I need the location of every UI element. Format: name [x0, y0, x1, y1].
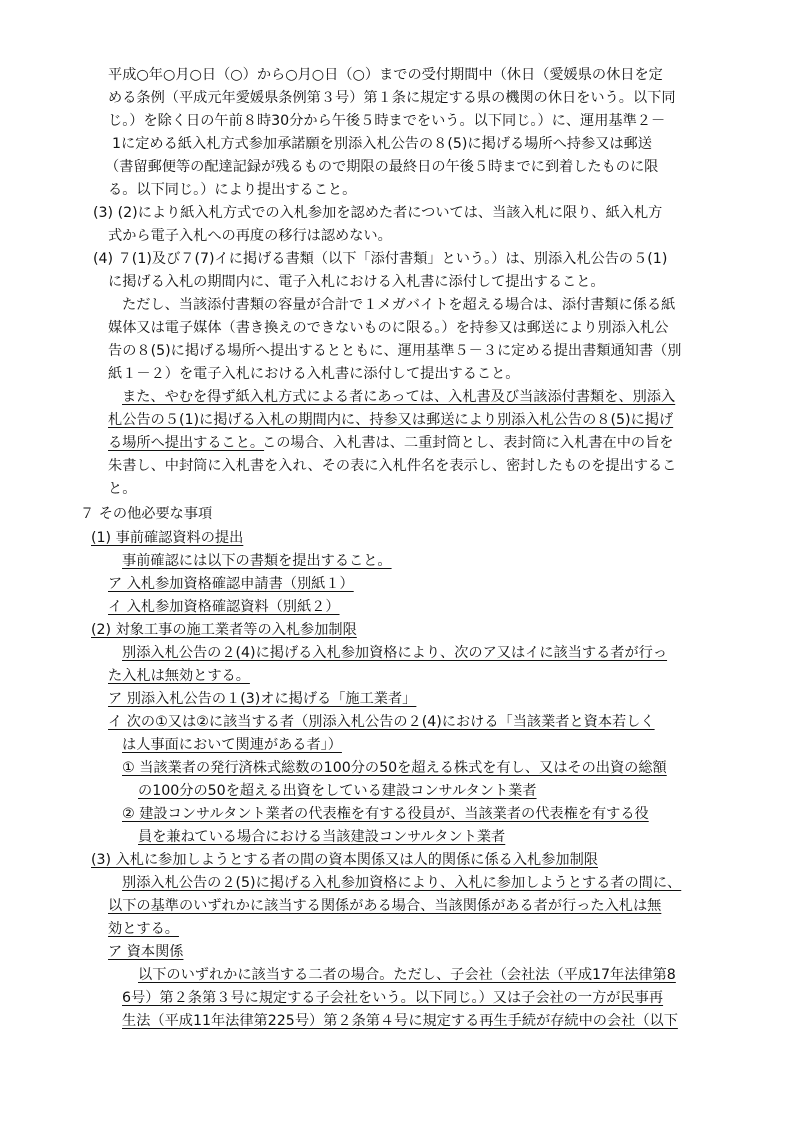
text-line: ① 当該業者の発行済株式総数の100分の50を超える株式を有し、又はその出資の総額 [122, 760, 667, 776]
text-line: 告の８(5)に掲げる場所へ提出するとともに、運用基準５－３に定める提出書類通知書（別 [108, 343, 682, 359]
text-line: ７ その他必要な事項 [80, 506, 213, 522]
text-line: 6号）第２条第３号に規定する子会社をいう。以下同じ。）又は子会社の一方が民事再 [122, 990, 664, 1006]
text-line: 生法（平成11年法律第225号）第２条第４号に規定する再生手続が存続中の会社（以下 [122, 1013, 678, 1029]
text-line: める条例（平成元年愛媛県条例第３号）第１条に規定する県の機関の休日をいう。以下同 [108, 90, 676, 106]
text-line: 媒体又は電子媒体（書き換えのできないものに限る。）を持参又は郵送により別添入札公 [108, 320, 669, 336]
text-line: 以下の基準のいずれかに該当する関係がある場合、当該関係がある者が行った入札は無 [108, 898, 662, 914]
text-line: (3) 入札に参加しようとする者の間の資本関係又は人的関係に係る入札参加制限 [91, 852, 598, 868]
text-line: じ。）を除く日の午前８時30分から午後５時までをいう。以下同じ。）に、運用基準２－ [108, 113, 666, 129]
text-line: イ 次の①又は②に該当する者（別添入札公告の２(4)における「当該業者と資本若しく [108, 714, 655, 730]
text-line: た入札は無効とする。 [108, 668, 250, 684]
text-line: 紙１－２）を電子入札における入札書に添付して提出すること。 [108, 366, 520, 382]
text-line: 以下のいずれかに該当する二者の場合。ただし、子会社（会社法（平成17年法律第8 [138, 967, 676, 983]
text-line: 平成○年○月○日（○）から○月○日（○）までの受付期間中（休日（愛媛県の休日を定 [108, 67, 663, 83]
text-line: この場合、入札書は、二重封筒とし、表封筒に入札書在中の旨を [262, 435, 674, 451]
text-line: ただし、当該添付書類の容量が合計で１メガバイトを超える場合は、添付書類に係る紙 [122, 297, 676, 313]
text-line: ア 入札参加資格確認申請書（別紙１） [108, 576, 354, 592]
text-line: (3) (2)により紙入札方式での入札参加を認めた者については、当該入札に限り、紙入札方 [93, 205, 663, 221]
text-line: る。以下同じ。）により提出すること。 [108, 182, 357, 198]
text-line: の100分の50を超える出資をしている建設コンサルタント業者 [138, 783, 537, 799]
text-line: また、やむを得ず紙入札方式による者にあっては、入札書及び当該添付書類を、別添入 [122, 389, 676, 405]
text-line: 効とする。 [108, 921, 179, 937]
text-line: る場所へ提出すること。 [108, 435, 265, 451]
text-line: ② 建設コンサルタント業者の代表権を有する役員が、当該業者の代表権を有する役 [122, 806, 649, 822]
text-line: ア 資本関係 [108, 944, 184, 960]
text-line: (4) ７(1)及び７(7)イに掲げる書類（以下「添付書類」という。）は、別添入札公告の５(1) [93, 251, 668, 267]
text-line: 別添入札公告の２(4)に掲げる入札参加資格により、次のア又はイに該当する者が行っ [122, 645, 668, 661]
text-line: 事前確認には以下の書類を提出すること。 [122, 553, 392, 569]
text-line: に掲げる入札の期間内に、電子入札における入札書に添付して提出すること。 [108, 274, 605, 290]
text-line: イ 入札参加資格確認資料（別紙２） [108, 599, 340, 615]
text-line: 札公告の５(1)に掲げる入札の期間内に、持参又は郵送により別添入札公告の８(5)に掲げ [108, 412, 674, 428]
text-line: は人事面において関連がある者」） [122, 737, 342, 753]
text-line: ア 別添入札公告の１(3)オに掲げる「施工業者」 [108, 691, 417, 707]
text-line: 員を兼ねている場合における当該建設コンサルタント業者 [138, 829, 506, 845]
text-line: と。 [108, 481, 137, 497]
text-line: （書留郵便等の配達記録が残るもので期限の最終日の午後５時までに到着したものに限 [105, 159, 659, 175]
text-line: 式から電子入札への再度の移行は認めない。 [108, 228, 392, 244]
text-line: (1) 事前確認資料の提出 [91, 530, 244, 546]
text-line: 別添入札公告の２(5)に掲げる入札参加資格により、入札に参加しようとする者の間に、 [122, 875, 682, 891]
text-line: 朱書し、中封筒に入札書を入れ、その表に入札件名を表示し、密封したものを提出するこ [108, 458, 677, 474]
text-line: (2) 対象工事の施工業者等の入札参加制限 [91, 622, 357, 638]
text-line: 1に定める紙入札方式参加承諾願を別添入札公告の８(5)に掲げる場所へ持参又は郵送 [112, 136, 652, 152]
